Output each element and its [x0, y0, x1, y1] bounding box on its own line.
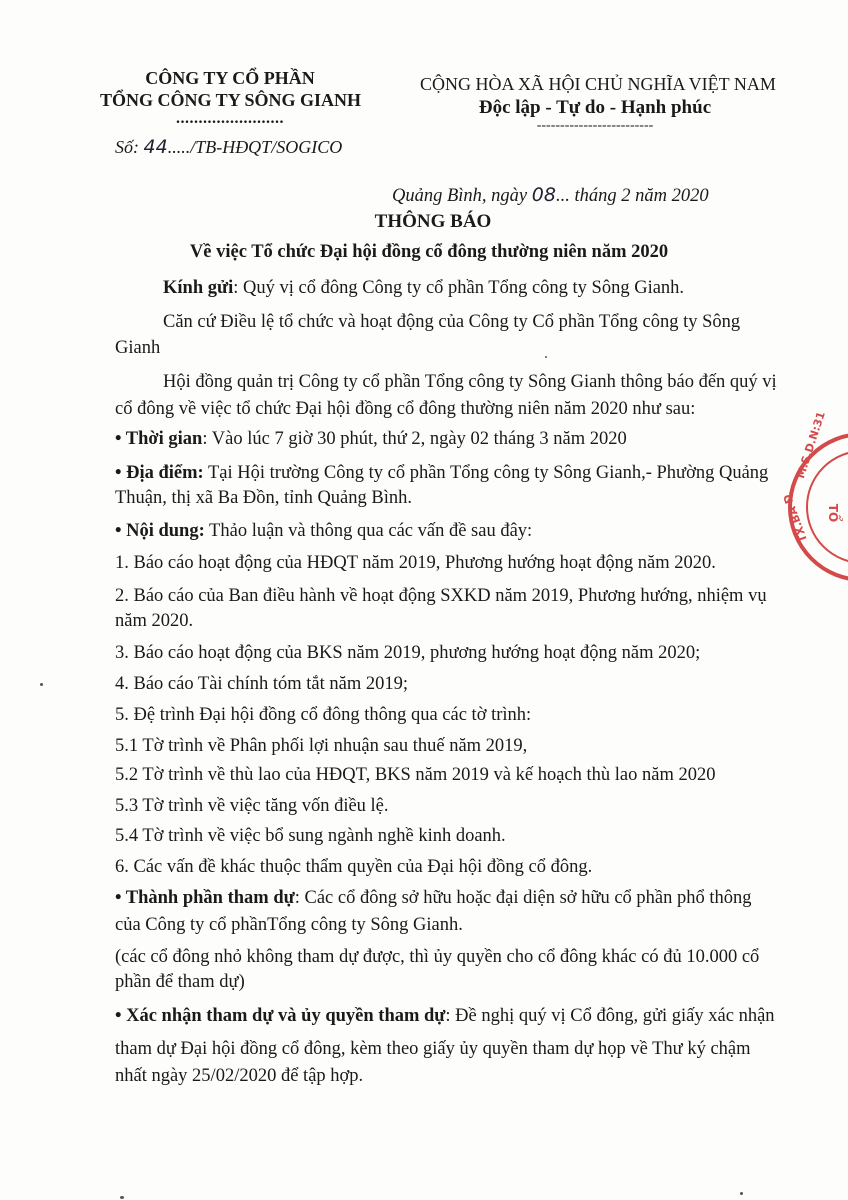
confirmation-line-3: nhất ngày 25/02/2020 để tập hợp. [115, 1066, 364, 1086]
attendance-line-2: của Công ty cổ phầnTổng công ty Sông Gianh. [115, 915, 463, 935]
company-seal-stamp [780, 409, 848, 582]
content-item [115, 520, 532, 542]
place-label: • Địa điểm: [115, 463, 204, 483]
proxy-note-line-2: phần để tham dự) [115, 972, 245, 992]
agenda-item: 6. Các vấn đề khác thuộc thẩm quyền của Đại hội đồng cổ đông. [115, 857, 593, 877]
notice-title: THÔNG BÁO [374, 211, 492, 232]
place-item [115, 462, 768, 484]
scan-speck [120, 1196, 124, 1199]
ref-prefix: Số: [115, 137, 144, 157]
time-item [115, 428, 627, 450]
agenda-item: 5.3 Tờ trình về việc tăng vốn điều lệ. [115, 796, 389, 816]
time-text: : Vào lúc 7 giờ 30 phút, thứ 2, ngày 02 tháng 3 năm 2020 [202, 429, 627, 449]
issue-date [392, 184, 709, 207]
paragraph-1-line-2: Gianh [115, 338, 161, 358]
confirmation-label: • Xác nhận tham dự và ủy quyền tham dự [115, 1006, 446, 1026]
agenda-item: năm 2020. [115, 611, 194, 631]
agenda-item: 1. Báo cáo hoạt động của HĐQT năm 2019, Phương hướng hoạt động năm 2020. [115, 553, 716, 573]
agenda-item: 4. Báo cáo Tài chính tóm tắt năm 2019; [115, 674, 409, 694]
document-reference [115, 136, 342, 158]
paragraph-2-line-2: cổ đông về việc tổ chức Đại hội đồng cổ đông thường niên năm 2020 như sau: [115, 399, 696, 419]
company-name-line1: CÔNG TY CỔ PHẦN [145, 68, 315, 88]
confirmation-text: : Đề nghị quý vị Cổ đông, gửi giấy xác nhận [445, 1006, 775, 1026]
header-left-dots: ........................ [176, 110, 284, 127]
seal-text-middle: TỔ [826, 503, 841, 523]
attendance-label: • Thành phần tham dự [115, 888, 295, 908]
scan-speck [40, 683, 43, 686]
agenda-item: 5. Đệ trình Đại hội đồng cổ đông thông qua các tờ trình: [115, 705, 532, 725]
attendance-item [115, 887, 752, 909]
national-motto: Độc lập - Tự do - Hạnh phúc [478, 97, 712, 118]
date-prefix: Quảng Bình, ngày [392, 186, 532, 206]
paragraph-2-line-1: Hội đồng quản trị Công ty cổ phần Tổng công ty Sông Gianh thông báo đến quý vị [163, 372, 777, 392]
notice-subtitle: Về việc Tổ chức Đại hội đồng cổ đông thường niên năm 2020 [189, 242, 669, 262]
confirmation-item [115, 1005, 775, 1027]
header-right-dashes: ------------------------- [536, 118, 654, 133]
national-title: CỘNG HÒA XÃ HỘI CHỦ NGHĨA VIỆT NAM [420, 74, 776, 94]
place-line-2: Thuận, thị xã Ba Đồn, tỉnh Quảng Bình. [115, 488, 412, 508]
date-suffix: ... tháng 2 năm 2020 [555, 186, 709, 206]
proxy-note-line-1: (các cổ đông nhỏ không tham dự được, thì ủy quyền cho cổ đông khác có đủ 10.000 cổ [115, 947, 760, 967]
paragraph-1-line-1: Căn cứ Điều lệ tổ chức và hoạt động của Công ty Cổ phần Tổng công ty Sông [163, 312, 741, 332]
greeting-text: : Quý vị cổ đông Công ty cổ phần Tổng công ty Sông Gianh. [233, 278, 685, 298]
greeting [163, 277, 684, 299]
company-name-line2: TỔNG CÔNG TY SÔNG GIANH [100, 90, 362, 110]
scan-speck [545, 356, 547, 358]
scan-speck [740, 1192, 743, 1195]
confirmation-line-2: tham dự Đại hội đồng cổ đông, kèm theo giấy ủy quyền tham dự họp về Thư ký chậm [115, 1039, 751, 1059]
content-label: • Nội dung: [115, 521, 205, 541]
place-text: Tại Hội trường Công ty cổ phần Tổng công ty Sông Gianh,- Phường Quảng [203, 463, 769, 483]
time-label: • Thời gian [115, 429, 203, 449]
seal-text-top: M.S.D.N:31 [794, 409, 828, 481]
date-day-handwritten: 08 [531, 184, 556, 206]
agenda-item: 2. Báo cáo của Ban điều hành về hoạt động SXKD năm 2019, Phương hướng, nhiệm vụ [115, 586, 767, 606]
agenda-item: 5.1 Tờ trình về Phân phối lợi nhuận sau thuế năm 2019, [115, 736, 528, 756]
agenda-item: 5.4 Tờ trình về việc bổ sung ngành nghề kinh doanh. [115, 826, 506, 846]
agenda-item: 5.2 Tờ trình về thù lao của HĐQT, BKS năm 2019 và kế hoạch thù lao năm 2020 [115, 765, 716, 785]
attendance-text: : Các cổ đông sở hữu hoặc đại diện sở hữu cổ phần phổ thông [294, 888, 752, 908]
ref-suffix: ...../TB-HĐQT/SOGICO [167, 137, 343, 157]
content-text: Thảo luận và thông qua các vấn đề sau đây: [204, 521, 533, 541]
greeting-label: Kính gửi [163, 278, 234, 298]
ref-number-handwritten: 44 [143, 136, 168, 158]
seal-text-bottom: TX.BA Đ [780, 492, 811, 544]
agenda-item: 3. Báo cáo hoạt động của BKS năm 2019, phương hướng hoạt động năm 2020; [115, 643, 701, 663]
